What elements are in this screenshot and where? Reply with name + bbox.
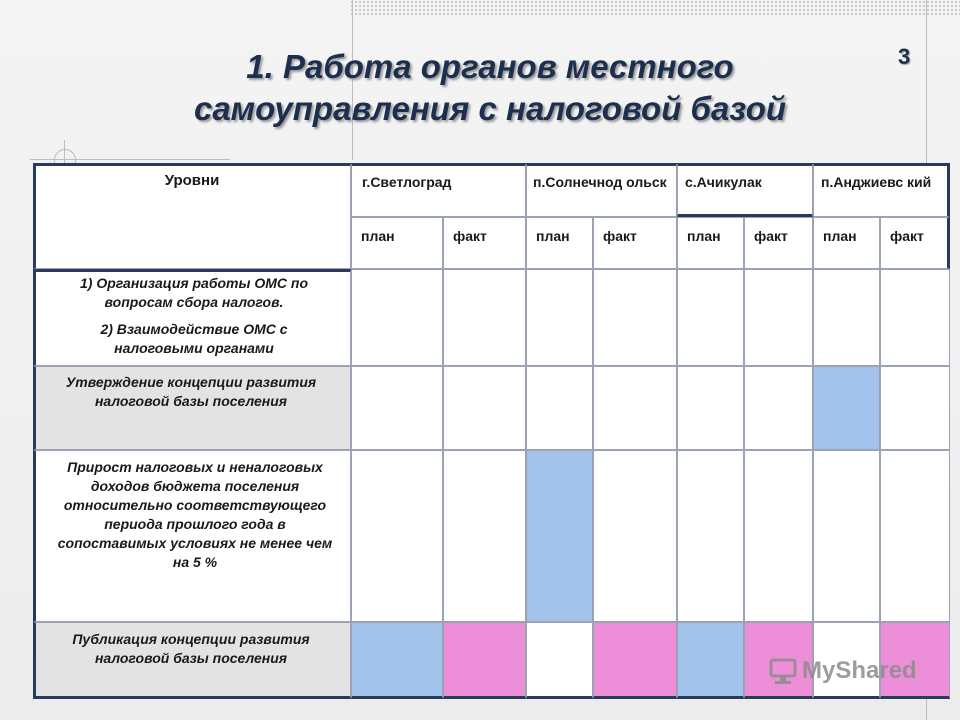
watermark [768, 656, 917, 686]
table-cell-white [744, 366, 813, 450]
table-cell-white [593, 366, 677, 450]
table-cell-white [443, 450, 526, 622]
table-cell-white [813, 269, 880, 366]
slide-title [130, 46, 850, 130]
table-cell-white [677, 269, 744, 366]
fact-label: факт [603, 228, 637, 244]
table-cell-white [351, 366, 443, 450]
row-1-text-b: 2) Взаимодействие ОМС с налоговыми органами [100, 321, 288, 356]
table-cell-white [526, 269, 593, 366]
table-cell-white [677, 366, 744, 450]
table-cell-blue [526, 450, 593, 622]
watermark-text: MyShared [802, 657, 917, 684]
row-2-text: Утверждение концепции развития налоговой базы поселения [65, 374, 317, 409]
table-cell-white [593, 269, 677, 366]
table-cell-white [880, 450, 950, 622]
table-cell-white [744, 269, 813, 366]
settlement-name: п.Солнечнод ольск [533, 174, 667, 190]
settlement-name: п.Анджиевс кий [821, 174, 932, 190]
table-cell-blue [677, 622, 744, 699]
myshared-logo-icon [768, 656, 798, 686]
table-cell-white [526, 622, 593, 699]
plan-label: план [823, 228, 857, 244]
title-line-1: 1. Работа органов местного [246, 48, 734, 85]
plan-label: план [361, 228, 395, 244]
row-4-text: Публикация концепции развития налоговой базы поселения [72, 631, 310, 666]
table-cell-white [351, 269, 443, 366]
table-cell-white [593, 450, 677, 622]
fact-label: факт [754, 228, 788, 244]
table-cell-pink [443, 622, 526, 699]
plan-label: план [687, 228, 721, 244]
table-cell-pink [593, 622, 677, 699]
table-cell-white [443, 269, 526, 366]
settlement-name: г.Светлоград [362, 174, 452, 190]
table-cell-white [744, 450, 813, 622]
fact-label: факт [890, 228, 924, 244]
fact-label: факт [453, 228, 487, 244]
table-cell-white [526, 366, 593, 450]
dotted-band [350, 0, 960, 16]
slide-number: 3 [898, 44, 911, 69]
table-cell-white [880, 366, 950, 450]
plan-label: план [536, 228, 570, 244]
table-cell-white [813, 450, 880, 622]
table-cell-white [351, 450, 443, 622]
table-cell-blue [813, 366, 880, 450]
title-line-2: самоуправления с налоговой базой [193, 90, 787, 127]
table-cell-blue [351, 622, 443, 699]
table-cell-white [677, 450, 744, 622]
table-cell-white [880, 269, 950, 366]
row-1-text-a: 1) Организация работы ОМС по вопросам сбора налогов. [79, 275, 309, 310]
table-cell-white [443, 366, 526, 450]
levels-header: Уровни [164, 172, 220, 189]
settlement-name: с.Ачикулак [685, 174, 762, 190]
row-3-text: Прирост налоговых и неналоговых доходов бюджета поселения относительно соответствующего периода прошлого года в сопоставимых условиях не менее чем на 5 % [57, 459, 333, 570]
